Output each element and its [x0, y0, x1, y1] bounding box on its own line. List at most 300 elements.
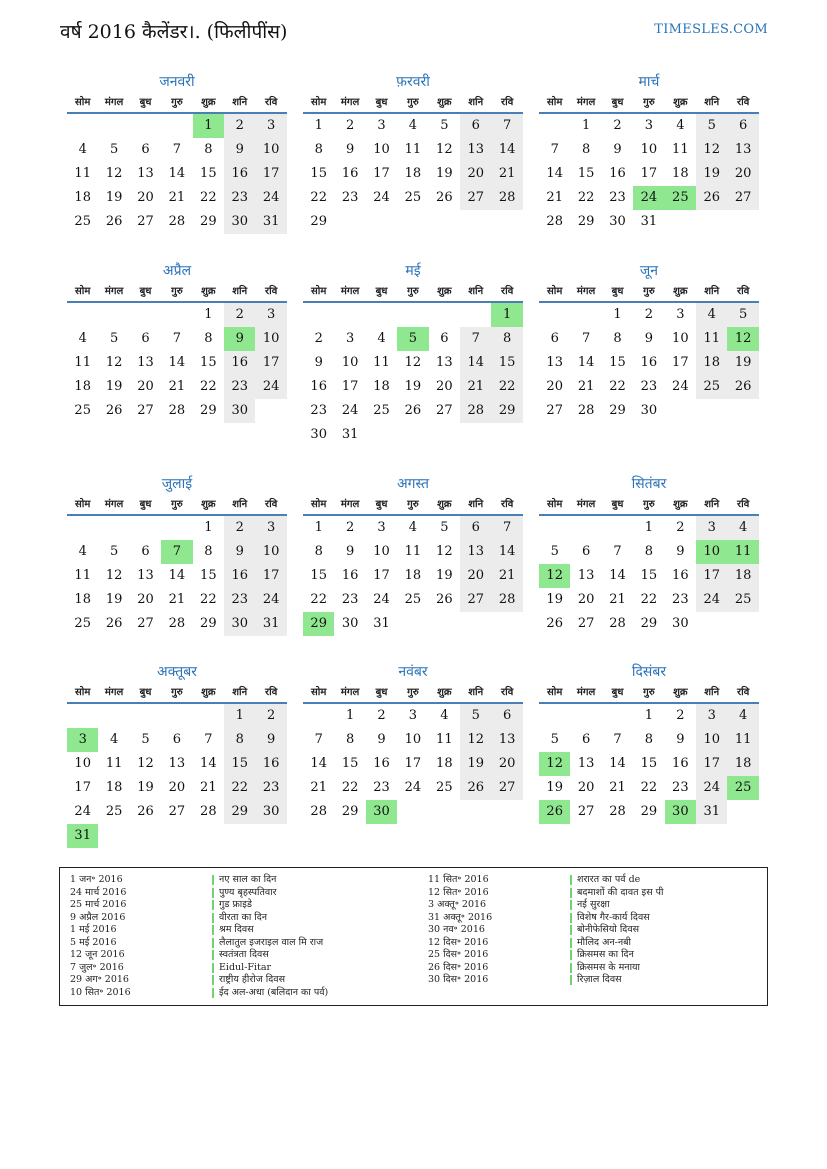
day-cell[interactable]: 8 [613, 331, 622, 346]
day-cell[interactable]: 29 [640, 616, 658, 631]
day-cell[interactable]: 23 [341, 190, 359, 205]
day-cell[interactable]: 10 [672, 331, 689, 346]
day-cell[interactable]: 11 [436, 732, 453, 747]
day-cell[interactable]: 23 [224, 588, 255, 612]
day-cell[interactable]: 18 [373, 379, 390, 394]
day-cell[interactable]: 14 [460, 351, 491, 375]
day-cell[interactable]: 3 [255, 114, 286, 138]
day-cell[interactable]: 4 [440, 708, 449, 723]
day-cell[interactable]: 4 [109, 732, 119, 747]
day-cell[interactable]: 19 [105, 190, 123, 205]
day-cell[interactable]: 13 [460, 540, 491, 564]
day-cell[interactable]: 8 [204, 142, 213, 157]
day-cell[interactable]: 28 [168, 214, 186, 229]
day-cell[interactable]: 19 [460, 752, 491, 776]
day-cell[interactable]: 1 [644, 520, 654, 535]
day-cell[interactable]: 13 [491, 728, 522, 752]
day-cell[interactable]: 27 [491, 776, 522, 800]
day-cell[interactable]: 28 [310, 804, 327, 819]
day-cell[interactable]: 26 [696, 186, 727, 210]
day-cell[interactable]: 17 [373, 568, 390, 583]
day-cell[interactable]: 16 [224, 351, 255, 375]
day-cell[interactable]: 10 [341, 355, 359, 370]
day-cell[interactable]: 19 [436, 166, 453, 181]
day-cell[interactable]: 1 [581, 118, 591, 133]
day-cell[interactable]: 27 [436, 403, 453, 418]
day-cell[interactable]: 30 [224, 210, 255, 234]
day-cell[interactable]: 7 [550, 142, 559, 157]
day-cell[interactable]: 13 [460, 138, 491, 162]
day-cell[interactable]: 25 [436, 780, 453, 795]
day-cell[interactable]: 11 [727, 728, 758, 752]
day-cell[interactable]: 24 [255, 375, 286, 399]
day-cell[interactable]: 14 [491, 138, 522, 162]
day-cell[interactable]: 21 [491, 564, 522, 588]
day-cell[interactable]: 16 [341, 568, 359, 583]
day-cell[interactable]: 9 [345, 544, 355, 559]
day-cell[interactable]: 21 [168, 592, 186, 607]
day-cell[interactable]: 10 [255, 540, 286, 564]
day-cell[interactable]: 27 [460, 588, 491, 612]
day-cell[interactable]: 13 [577, 756, 595, 771]
day-cell[interactable]: 20 [137, 592, 154, 607]
day-cell[interactable]: 2 [377, 708, 386, 723]
day-cell[interactable]: 28 [200, 804, 217, 819]
day-cell[interactable]: 18 [74, 379, 91, 394]
day-cell[interactable]: 2 [224, 303, 255, 327]
day-cell[interactable]: 23 [310, 403, 327, 418]
day-cell[interactable]: 9 [314, 355, 323, 370]
day-cell[interactable]: 24 [255, 186, 286, 210]
day-cell[interactable]: 30 [341, 616, 359, 631]
day-cell[interactable]: 8 [581, 142, 591, 157]
day-cell[interactable]: 14 [577, 355, 595, 370]
day-cell[interactable]: 1 [613, 307, 622, 322]
day-cell[interactable]: 13 [137, 355, 154, 370]
day-cell[interactable]: 28 [609, 804, 626, 819]
day-cell[interactable]: 11 [404, 544, 422, 559]
day-cell[interactable]: 4 [727, 516, 758, 540]
day-cell[interactable]: 30 [672, 616, 689, 631]
day-cell[interactable]: 23 [373, 780, 390, 795]
day-cell[interactable]: 19 [546, 780, 563, 795]
day-cell[interactable]: 12 [436, 142, 453, 157]
day-cell[interactable]: 26 [105, 403, 123, 418]
day-cell[interactable]: 16 [672, 568, 689, 583]
day-cell[interactable]: 15 [200, 355, 217, 370]
day-cell[interactable]: 7 [460, 327, 491, 351]
day-cell[interactable]: 27 [168, 804, 186, 819]
day-cell[interactable]: 31 [341, 427, 359, 442]
day-cell[interactable]: 5 [550, 544, 559, 559]
holiday-day-cell[interactable]: 9 [224, 327, 255, 351]
day-cell[interactable]: 28 [460, 399, 491, 423]
day-cell[interactable]: 20 [137, 190, 154, 205]
day-cell[interactable]: 30 [255, 800, 286, 824]
day-cell[interactable]: 15 [200, 166, 217, 181]
day-cell[interactable]: 26 [404, 403, 422, 418]
day-cell[interactable]: 31 [696, 800, 727, 824]
day-cell[interactable]: 18 [404, 568, 422, 583]
day-cell[interactable]: 8 [345, 732, 355, 747]
day-cell[interactable]: 17 [341, 379, 359, 394]
day-cell[interactable]: 7 [613, 544, 622, 559]
day-cell[interactable]: 6 [491, 704, 522, 728]
day-cell[interactable]: 6 [460, 114, 491, 138]
day-cell[interactable]: 11 [404, 142, 422, 157]
day-cell[interactable]: 3 [696, 704, 727, 728]
day-cell[interactable]: 14 [609, 756, 626, 771]
day-cell[interactable]: 1 [345, 708, 355, 723]
day-cell[interactable]: 22 [491, 375, 522, 399]
day-cell[interactable]: 5 [141, 732, 150, 747]
day-cell[interactable]: 5 [460, 704, 491, 728]
day-cell[interactable]: 15 [609, 355, 626, 370]
day-cell[interactable]: 24 [255, 588, 286, 612]
day-cell[interactable]: 23 [224, 375, 255, 399]
day-cell[interactable]: 15 [224, 752, 255, 776]
day-cell[interactable]: 17 [696, 564, 727, 588]
day-cell[interactable]: 20 [577, 592, 595, 607]
day-cell[interactable]: 18 [74, 190, 91, 205]
holiday-day-cell[interactable]: 29 [303, 612, 334, 636]
day-cell[interactable]: 9 [676, 544, 685, 559]
day-cell[interactable]: 25 [74, 616, 91, 631]
day-cell[interactable]: 5 [696, 114, 727, 138]
day-cell[interactable]: 19 [404, 379, 422, 394]
day-cell[interactable]: 14 [310, 756, 327, 771]
day-cell[interactable]: 23 [609, 190, 626, 205]
day-cell[interactable]: 7 [204, 732, 213, 747]
day-cell[interactable]: 9 [224, 138, 255, 162]
day-cell[interactable]: 28 [491, 588, 522, 612]
day-cell[interactable]: 18 [696, 351, 727, 375]
day-cell[interactable]: 10 [373, 142, 390, 157]
day-cell[interactable]: 16 [224, 162, 255, 186]
day-cell[interactable]: 13 [546, 355, 563, 370]
day-cell[interactable]: 27 [577, 804, 595, 819]
day-cell[interactable]: 29 [310, 214, 327, 229]
day-cell[interactable]: 19 [105, 592, 123, 607]
day-cell[interactable]: 15 [341, 756, 359, 771]
day-cell[interactable]: 9 [676, 732, 685, 747]
day-cell[interactable]: 7 [172, 142, 182, 157]
day-cell[interactable]: 12 [105, 166, 123, 181]
day-cell[interactable]: 13 [137, 568, 154, 583]
day-cell[interactable]: 16 [224, 564, 255, 588]
day-cell[interactable]: 22 [609, 379, 626, 394]
site-link[interactable]: TIMESLES.COM [654, 22, 768, 37]
day-cell[interactable]: 14 [168, 568, 186, 583]
day-cell[interactable]: 24 [373, 190, 390, 205]
day-cell[interactable]: 4 [408, 520, 418, 535]
day-cell[interactable]: 1 [224, 704, 255, 728]
day-cell[interactable]: 15 [310, 568, 327, 583]
day-cell[interactable]: 20 [137, 379, 154, 394]
day-cell[interactable]: 2 [345, 520, 355, 535]
day-cell[interactable]: 17 [640, 166, 658, 181]
day-cell[interactable]: 18 [436, 756, 453, 771]
day-cell[interactable]: 14 [609, 568, 626, 583]
day-cell[interactable]: 9 [644, 331, 654, 346]
day-cell[interactable]: 6 [581, 732, 591, 747]
day-cell[interactable]: 10 [373, 544, 390, 559]
day-cell[interactable]: 12 [436, 544, 453, 559]
day-cell[interactable]: 20 [168, 780, 186, 795]
day-cell[interactable]: 21 [460, 375, 491, 399]
day-cell[interactable]: 28 [546, 214, 563, 229]
day-cell[interactable]: 15 [577, 166, 595, 181]
day-cell[interactable]: 3 [644, 118, 654, 133]
day-cell[interactable]: 19 [436, 568, 453, 583]
day-cell[interactable]: 25 [727, 588, 758, 612]
day-cell[interactable]: 6 [581, 544, 591, 559]
day-cell[interactable]: 9 [224, 540, 255, 564]
day-cell[interactable]: 23 [672, 780, 689, 795]
day-cell[interactable]: 10 [255, 327, 286, 351]
day-cell[interactable]: 7 [491, 516, 522, 540]
holiday-day-cell[interactable]: 11 [727, 540, 758, 564]
day-cell[interactable]: 25 [373, 403, 390, 418]
day-cell[interactable]: 4 [727, 704, 758, 728]
day-cell[interactable]: 8 [644, 732, 654, 747]
day-cell[interactable]: 11 [74, 166, 91, 181]
day-cell[interactable]: 5 [550, 732, 559, 747]
day-cell[interactable]: 22 [224, 776, 255, 800]
day-cell[interactable]: 19 [546, 592, 563, 607]
day-cell[interactable]: 21 [168, 379, 186, 394]
day-cell[interactable]: 17 [255, 564, 286, 588]
day-cell[interactable]: 25 [404, 190, 422, 205]
day-cell[interactable]: 26 [137, 804, 154, 819]
day-cell[interactable]: 20 [577, 780, 595, 795]
day-cell[interactable]: 24 [672, 379, 689, 394]
day-cell[interactable]: 1 [314, 118, 323, 133]
day-cell[interactable]: 27 [577, 616, 595, 631]
day-cell[interactable]: 20 [491, 752, 522, 776]
holiday-day-cell[interactable]: 10 [696, 540, 727, 564]
day-cell[interactable]: 16 [609, 166, 626, 181]
day-cell[interactable]: 8 [204, 544, 213, 559]
day-cell[interactable]: 10 [255, 138, 286, 162]
day-cell[interactable]: 3 [345, 331, 355, 346]
day-cell[interactable]: 10 [74, 756, 91, 771]
day-cell[interactable]: 20 [436, 379, 453, 394]
day-cell[interactable]: 27 [460, 186, 491, 210]
day-cell[interactable]: 9 [377, 732, 386, 747]
day-cell[interactable]: 13 [577, 568, 595, 583]
day-cell[interactable]: 30 [609, 214, 626, 229]
day-cell[interactable]: 10 [640, 142, 658, 157]
day-cell[interactable]: 7 [491, 114, 522, 138]
day-cell[interactable]: 14 [491, 540, 522, 564]
day-cell[interactable]: 12 [696, 138, 727, 162]
day-cell[interactable]: 2 [224, 114, 255, 138]
day-cell[interactable]: 1 [644, 708, 654, 723]
day-cell[interactable]: 26 [460, 776, 491, 800]
holiday-day-cell[interactable]: 30 [665, 800, 696, 824]
day-cell[interactable]: 27 [546, 403, 563, 418]
day-cell[interactable]: 16 [672, 756, 689, 771]
day-cell[interactable]: 26 [546, 616, 563, 631]
day-cell[interactable]: 27 [137, 214, 154, 229]
day-cell[interactable]: 25 [696, 375, 727, 399]
day-cell[interactable]: 15 [640, 568, 658, 583]
day-cell[interactable]: 22 [640, 780, 658, 795]
day-cell[interactable]: 17 [672, 355, 689, 370]
day-cell[interactable]: 12 [105, 568, 123, 583]
day-cell[interactable]: 13 [168, 756, 186, 771]
day-cell[interactable]: 22 [310, 592, 327, 607]
day-cell[interactable]: 21 [200, 780, 217, 795]
day-cell[interactable]: 22 [341, 780, 359, 795]
day-cell[interactable]: 18 [672, 166, 689, 181]
day-cell[interactable]: 21 [491, 162, 522, 186]
day-cell[interactable]: 7 [613, 732, 622, 747]
day-cell[interactable]: 25 [74, 403, 91, 418]
day-cell[interactable]: 29 [200, 403, 217, 418]
day-cell[interactable]: 25 [105, 804, 123, 819]
day-cell[interactable]: 3 [255, 303, 286, 327]
day-cell[interactable]: 29 [577, 214, 595, 229]
day-cell[interactable]: 1 [204, 520, 213, 535]
day-cell[interactable]: 24 [696, 776, 727, 800]
day-cell[interactable]: 2 [676, 708, 685, 723]
day-cell[interactable]: 29 [341, 804, 359, 819]
day-cell[interactable]: 20 [460, 162, 491, 186]
day-cell[interactable]: 6 [440, 331, 449, 346]
day-cell[interactable]: 13 [727, 138, 758, 162]
day-cell[interactable]: 27 [137, 403, 154, 418]
day-cell[interactable]: 28 [609, 616, 626, 631]
day-cell[interactable]: 28 [168, 616, 186, 631]
day-cell[interactable]: 21 [609, 592, 626, 607]
day-cell[interactable]: 22 [200, 592, 217, 607]
day-cell[interactable]: 17 [404, 756, 422, 771]
day-cell[interactable]: 23 [672, 592, 689, 607]
day-cell[interactable]: 26 [105, 214, 123, 229]
day-cell[interactable]: 11 [105, 756, 123, 771]
day-cell[interactable]: 24 [373, 592, 390, 607]
day-cell[interactable]: 7 [172, 331, 182, 346]
holiday-day-cell[interactable]: 7 [161, 540, 192, 564]
day-cell[interactable]: 28 [491, 186, 522, 210]
day-cell[interactable]: 4 [377, 331, 386, 346]
day-cell[interactable]: 15 [310, 166, 327, 181]
day-cell[interactable]: 8 [204, 331, 213, 346]
holiday-day-cell[interactable]: 24 [633, 186, 664, 210]
day-cell[interactable]: 6 [172, 732, 182, 747]
day-cell[interactable]: 24 [341, 403, 359, 418]
day-cell[interactable]: 20 [460, 564, 491, 588]
day-cell[interactable]: 19 [727, 351, 758, 375]
day-cell[interactable]: 2 [644, 307, 654, 322]
day-cell[interactable]: 5 [727, 303, 758, 327]
day-cell[interactable]: 31 [255, 210, 286, 234]
day-cell[interactable]: 11 [696, 327, 727, 351]
day-cell[interactable]: 5 [440, 520, 449, 535]
day-cell[interactable]: 17 [74, 780, 91, 795]
day-cell[interactable]: 22 [310, 190, 327, 205]
day-cell[interactable]: 31 [373, 616, 390, 631]
day-cell[interactable]: 21 [546, 190, 563, 205]
holiday-day-cell[interactable]: 12 [539, 752, 570, 776]
day-cell[interactable]: 14 [200, 756, 217, 771]
day-cell[interactable]: 11 [373, 355, 390, 370]
day-cell[interactable]: 3 [676, 307, 685, 322]
day-cell[interactable]: 16 [341, 166, 359, 181]
day-cell[interactable]: 31 [640, 214, 658, 229]
day-cell[interactable]: 10 [404, 732, 422, 747]
day-cell[interactable]: 21 [577, 379, 595, 394]
day-cell[interactable]: 29 [609, 403, 626, 418]
day-cell[interactable]: 31 [255, 612, 286, 636]
holiday-day-cell[interactable]: 26 [539, 800, 570, 824]
day-cell[interactable]: 17 [696, 752, 727, 776]
day-cell[interactable]: 2 [255, 704, 286, 728]
day-cell[interactable]: 17 [255, 351, 286, 375]
day-cell[interactable]: 3 [696, 516, 727, 540]
day-cell[interactable]: 4 [696, 303, 727, 327]
day-cell[interactable]: 20 [727, 162, 758, 186]
day-cell[interactable]: 29 [200, 214, 217, 229]
holiday-day-cell[interactable]: 5 [397, 327, 428, 351]
day-cell[interactable]: 10 [696, 728, 727, 752]
holiday-day-cell[interactable]: 30 [366, 800, 397, 824]
day-cell[interactable]: 29 [200, 616, 217, 631]
day-cell[interactable]: 2 [676, 520, 685, 535]
day-cell[interactable]: 24 [74, 804, 91, 819]
day-cell[interactable]: 12 [137, 756, 154, 771]
day-cell[interactable]: 19 [137, 780, 154, 795]
day-cell[interactable]: 15 [640, 756, 658, 771]
day-cell[interactable]: 4 [676, 118, 685, 133]
day-cell[interactable]: 11 [672, 142, 689, 157]
day-cell[interactable]: 29 [491, 399, 522, 423]
day-cell[interactable]: 11 [74, 568, 91, 583]
day-cell[interactable]: 18 [727, 752, 758, 776]
day-cell[interactable]: 28 [168, 403, 186, 418]
day-cell[interactable]: 7 [314, 732, 323, 747]
day-cell[interactable]: 20 [546, 379, 563, 394]
day-cell[interactable]: 5 [109, 331, 119, 346]
day-cell[interactable]: 28 [577, 403, 595, 418]
day-cell[interactable]: 9 [255, 728, 286, 752]
day-cell[interactable]: 2 [613, 118, 622, 133]
day-cell[interactable]: 16 [255, 752, 286, 776]
day-cell[interactable]: 18 [105, 780, 123, 795]
day-cell[interactable]: 26 [436, 190, 453, 205]
day-cell[interactable]: 15 [200, 568, 217, 583]
day-cell[interactable]: 5 [109, 544, 119, 559]
day-cell[interactable]: 2 [224, 516, 255, 540]
day-cell[interactable]: 2 [345, 118, 355, 133]
day-cell[interactable]: 4 [78, 544, 87, 559]
day-cell[interactable]: 18 [74, 592, 91, 607]
day-cell[interactable]: 14 [168, 166, 186, 181]
day-cell[interactable]: 17 [373, 166, 390, 181]
day-cell[interactable]: 18 [727, 564, 758, 588]
day-cell[interactable]: 30 [224, 612, 255, 636]
day-cell[interactable]: 5 [109, 142, 119, 157]
day-cell[interactable]: 6 [141, 544, 150, 559]
day-cell[interactable]: 23 [255, 776, 286, 800]
day-cell[interactable]: 21 [168, 190, 186, 205]
holiday-day-cell[interactable]: 31 [67, 824, 98, 848]
day-cell[interactable]: 3 [377, 118, 386, 133]
day-cell[interactable]: 15 [491, 351, 522, 375]
day-cell[interactable]: 8 [644, 544, 654, 559]
